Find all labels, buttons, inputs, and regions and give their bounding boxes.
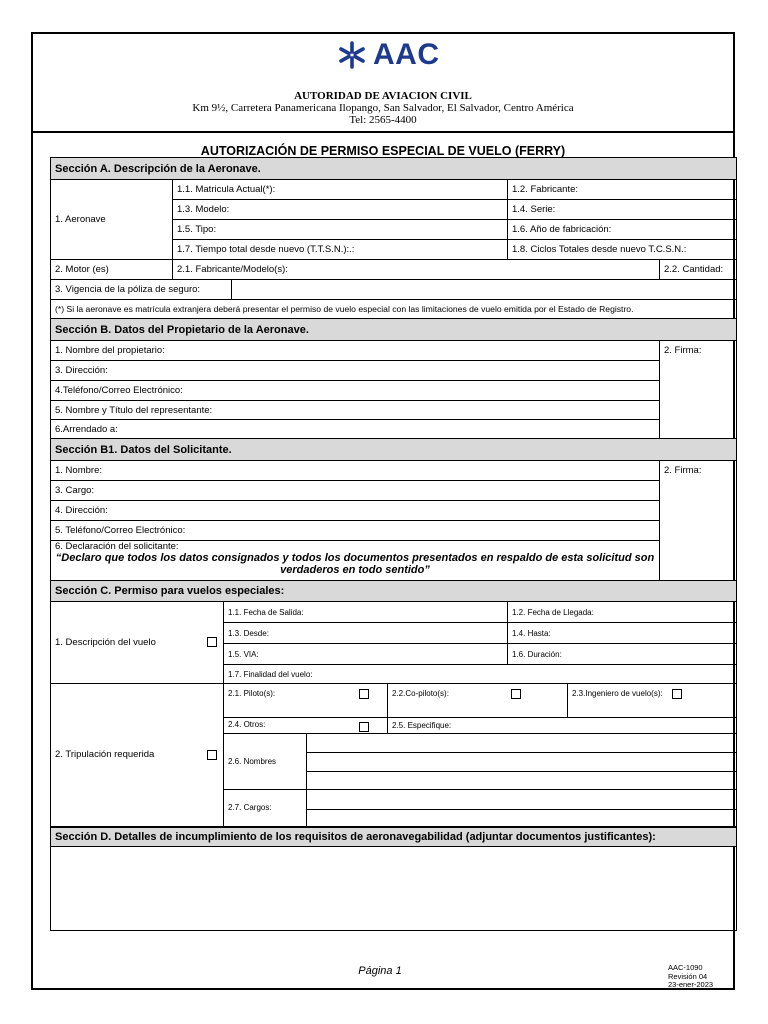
piloto-checkbox[interactable]: [359, 689, 369, 699]
nombres-line-2[interactable]: [307, 753, 737, 772]
field-firma-propietario[interactable]: 2. Firma:: [660, 341, 737, 439]
section-d-heading: Sección D. Detalles de incumplimiento de los requisitos de aeronavegabilidad (adjuntar documentos justificantes):: [51, 827, 737, 847]
foreign-registration-note: (*) Si la aeronave es matrícula extranjera deberá presentar el permiso de vuelo especial con las limitaciones de vuelo emitida por el Estado de Registro.: [51, 300, 737, 319]
otros-label: 2.4. Otros:: [228, 719, 266, 729]
aac-star-icon: [337, 40, 367, 70]
otros-checkbox[interactable]: [359, 722, 369, 732]
nombres-line-3[interactable]: [307, 772, 737, 790]
cargos-line-1[interactable]: [307, 790, 737, 810]
document-reference: [668, 964, 713, 990]
field-fecha-llegada[interactable]: 1.2. Fecha de Llegada:: [508, 602, 737, 623]
field-firma-solicitante[interactable]: 2. Firma:: [660, 461, 737, 581]
motor-label: 2. Motor (es): [51, 260, 173, 280]
field-poliza-value[interactable]: [232, 280, 737, 300]
logo-text: AAC: [373, 38, 440, 71]
field-ttsn[interactable]: 1.7. Tiempo total desde nuevo (T.T.S.N.):.:: [173, 240, 508, 260]
field-direccion-propietario[interactable]: 3. Dirección:: [51, 361, 660, 381]
tripulacion-text: 2. Tripulación requerida: [55, 749, 155, 761]
field-telefono-propietario[interactable]: 4.Teléfono/Correo Electrónico:: [51, 381, 660, 401]
field-matricula[interactable]: 1.1. Matricula Actual(*):: [173, 180, 508, 200]
field-duracion[interactable]: 1.6. Duración:: [508, 644, 737, 665]
copiloto-checkbox[interactable]: [511, 689, 521, 699]
field-fecha-salida[interactable]: 1.1. Fecha de Salida:: [224, 602, 508, 623]
section-c-heading: Sección C. Permiso para vuelos especiales:: [51, 581, 737, 602]
field-cargo-solicitante[interactable]: 3. Cargo:: [51, 481, 660, 501]
org-address: Km 9½, Carretera Panamericana Ilopango, San Salvador, El Salvador, Centro América: [192, 102, 574, 114]
field-modelo[interactable]: 1.3. Modelo:: [173, 200, 508, 220]
field-desde[interactable]: 1.3. Desde:: [224, 623, 508, 644]
field-via[interactable]: 1.5. VIA:: [224, 644, 508, 665]
tripulacion-label: [51, 684, 202, 827]
page-number: Página 1: [358, 965, 402, 977]
cargos-line-2[interactable]: [307, 810, 737, 827]
section-b1-heading: Sección B1. Datos del Solicitante.: [51, 439, 737, 461]
field-direccion-solicitante[interactable]: 4. Dirección:: [51, 501, 660, 521]
field-nombre-propietario[interactable]: 1. Nombre del propietario:: [51, 341, 660, 361]
field-otros: [224, 718, 388, 734]
ingeniero-label: 2.3.Ingeniero de vuelo(s):: [572, 689, 663, 698]
field-fabricante[interactable]: 1.2. Fabricante:: [508, 180, 737, 200]
permit-form: [50, 157, 737, 931]
aeronave-label: 1. Aeronave: [51, 180, 173, 260]
tripulacion-checkbox-cell: [202, 684, 224, 827]
tripulacion-checkbox[interactable]: [207, 750, 217, 760]
copiloto-label: 2.2.Co-piloto(s):: [392, 689, 449, 698]
aac-logo: [337, 38, 440, 72]
descripcion-vuelo-checkbox-cell: [202, 602, 224, 684]
field-copiloto: [388, 684, 568, 718]
ingeniero-checkbox[interactable]: [672, 689, 682, 699]
section-b-heading: Sección B. Datos del Propietario de la Aeronave.: [51, 319, 737, 341]
header-divider: [33, 131, 733, 133]
doc-code: AAC-1090: [668, 963, 703, 972]
doc-date: 23-ener-2023: [668, 980, 714, 989]
org-phone: Tel: 2565-4400: [349, 114, 417, 126]
field-tipo[interactable]: 1.5. Tipo:: [173, 220, 508, 240]
descripcion-vuelo-text: 1. Descripción del vuelo: [55, 637, 156, 648]
document-title: AUTORIZACIÓN DE PERMISO ESPECIAL DE VUELO (FERRY): [200, 144, 566, 158]
field-cantidad[interactable]: 2.2. Cantidad:: [660, 260, 737, 280]
org-name: AUTORIDAD DE AVIACION CIVIL: [294, 90, 472, 102]
field-finalidad[interactable]: 1.7. Finalidad del vuelo:: [224, 665, 737, 684]
field-piloto: [224, 684, 388, 718]
field-tcsn[interactable]: 1.8. Ciclos Totales desde nuevo T.C.S.N.:: [508, 240, 737, 260]
field-serie[interactable]: 1.4. Serie:: [508, 200, 737, 220]
declaration-text: “Declaro que todos los datos consignados y todos los documentos presentados en respaldo de esta solicitud son verdaderos en todo sentido”: [55, 552, 655, 576]
field-nombre-solicitante[interactable]: 1. Nombre:: [51, 461, 660, 481]
declaration-label: 6. Declaración del solicitante:: [55, 541, 179, 552]
section-d-details[interactable]: [51, 847, 737, 931]
field-fabricante-modelo[interactable]: 2.1. Fabricante/Modelo(s):: [173, 260, 660, 280]
nombres-label: 2.6. Nombres: [224, 734, 307, 790]
cargos-label: 2.7. Cargos:: [224, 790, 307, 827]
descripcion-vuelo-checkbox[interactable]: [207, 637, 217, 647]
field-hasta[interactable]: 1.4. Hasta:: [508, 623, 737, 644]
field-ingeniero: [568, 684, 737, 718]
section-a-heading: Sección A. Descripción de la Aeronave.: [51, 158, 737, 180]
descripcion-vuelo-label: [51, 602, 202, 684]
nombres-line-1[interactable]: [307, 734, 737, 753]
field-telefono-solicitante[interactable]: 5. Teléfono/Correo Electrónico:: [51, 521, 660, 541]
piloto-label: 2.1. Piloto(s):: [228, 689, 276, 698]
doc-revision: Revisión 04: [668, 971, 708, 981]
field-arrendado[interactable]: 6.Arrendado a:: [51, 420, 660, 439]
especifique-label: 2.5. Especifique:: [392, 721, 452, 730]
field-poliza-label: 3. Vigencia de la póliza de seguro:: [51, 280, 232, 300]
field-ano-fabricacion[interactable]: 1.6. Año de fabricación:: [508, 220, 737, 240]
field-representante[interactable]: 5. Nombre y Título del representante:: [51, 401, 660, 420]
field-especifique[interactable]: [388, 718, 737, 734]
declaration-cell: [51, 541, 660, 581]
